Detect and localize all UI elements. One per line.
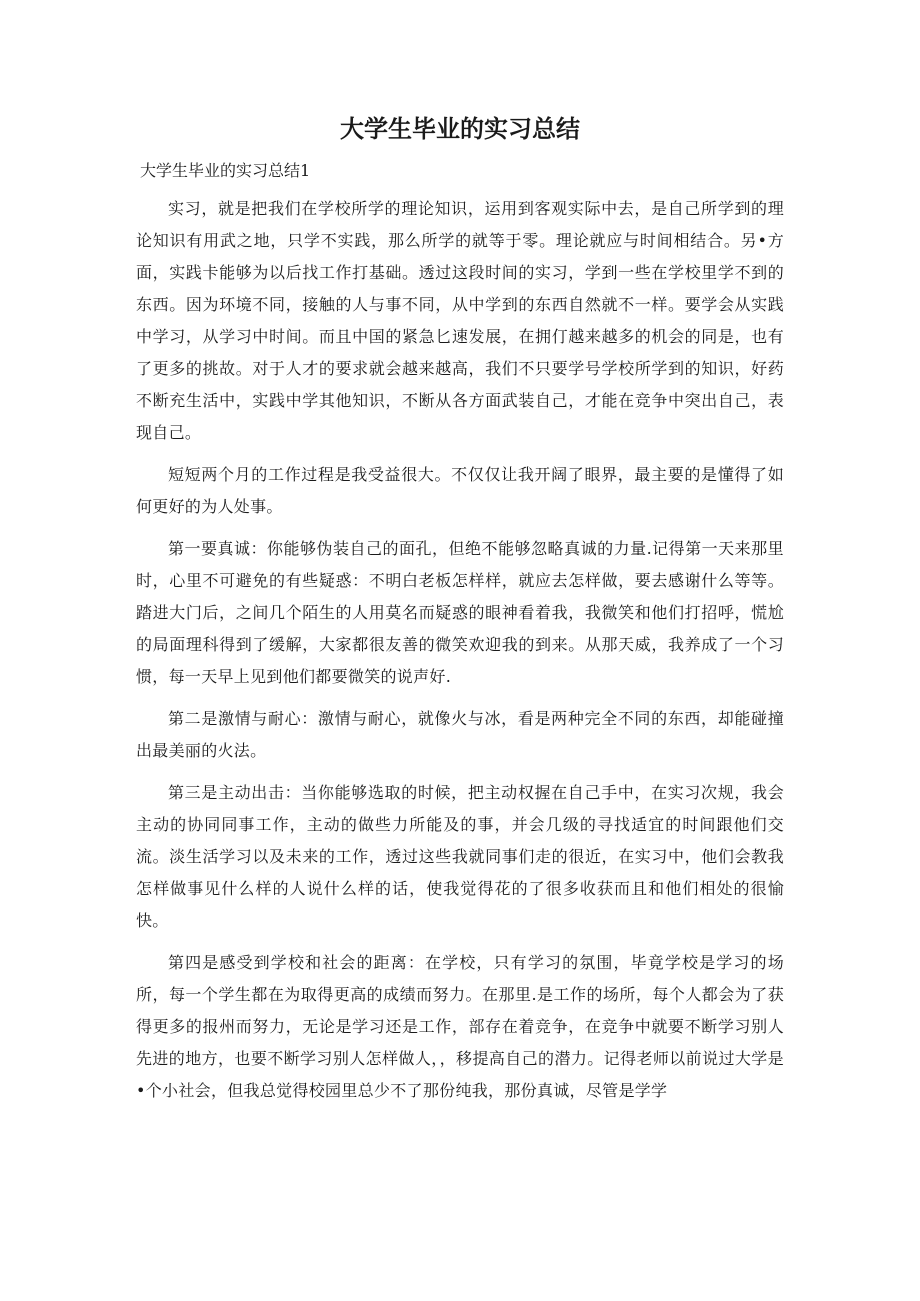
document-title: 大学生毕业的实习总结 bbox=[340, 115, 580, 143]
paragraph: 第三是主动出击：当你能够选取的时候，把主动权握在自己手中，在实习次规，我会主动的协同同事工作，主动的做些力所能及的事，并会几级的寻找适宜的时间跟他们交流。淡生活学习以及未来的工作，透过这些我就同事们走的很近，在实习中，他们会教我怎样做事见什么样的人说什么样的话，使我觉得花的了很多收获而且和他们相处的很愉快。 bbox=[136, 783, 784, 930]
paragraph: 第二是激情与耐心：激情与耐心，就像火与冰，看是两种完全不同的东西，却能碰撞出最美丽的火法。 bbox=[136, 709, 784, 760]
document-subtitle: 大学生毕业的实习总结1 bbox=[140, 161, 311, 180]
paragraph: 实习，就是把我们在学校所学的理论知识，运用到客观实际中去，是自己所学到的理论知识有用武之地，只学不实践，那么所学的就等于零。理论就应与时间相结合。另•方面，实践卡能够为以后找工作打基础。透过这段时间的实习，学到一些在学校里学不到的东西。因为环境不同，接触的人与事不同，从中学到的东西自然就不一样。要学会从实践中学习，从学习中时间。而且中国的紧急匕速发展，在拥仃越来越多的机会的同是，也有了更多的挑故。对于人才的要求就会越来越高，我们不只要学号学校所学到的知识，好药不断充生活中，实践中学其他知识，不断从各方面武装自己，才能在竞争中突出自己，表现自己。 bbox=[136, 199, 784, 442]
paragraph: 第四是感受到学校和社会的距离：在学校，只有学习的氛围，毕竟学校是学习的场所，每一个学生都在为取得更高的成绩而努力。在那里.是工作的场所，每个人都会为了获得更多的报州而努力，无论是学习还是工作，部存在着竞争，在竞争中就要不断学习别人先进的地方，也要不断学习别人怎样做人，，移提高自己的潜力。记得老师以前说过大学是•个小社会，但我总觉得校园里总少不了那份纯我，那份真诚，尽管是学学 bbox=[136, 953, 784, 1100]
document-body bbox=[136, 193, 784, 1117]
paragraph: 第一要真诚：你能够伪装自己的面孔，但绝不能够忽略真诚的力量.记得第一天来那里时，心里不可避免的有些疑惑：不明白老板怎样样，就应去怎样做，要去感谢什么等等。踏进大门后，之间几个陌生的人用莫名而疑惑的眼神看着我，我微笑和他们打招呼，慌尬的局面理科得到了缓解，大家都很友善的微笑欢迎我的到来。从那天威，我养成了一个习惯，每一天早上见到他们都要微笑的说声好. bbox=[136, 539, 784, 686]
paragraph: 短短两个月的工作过程是我受益很大。不仅仅让我开阔了眼界，最主要的是懂得了如何更好的为人处事。 bbox=[136, 465, 784, 516]
